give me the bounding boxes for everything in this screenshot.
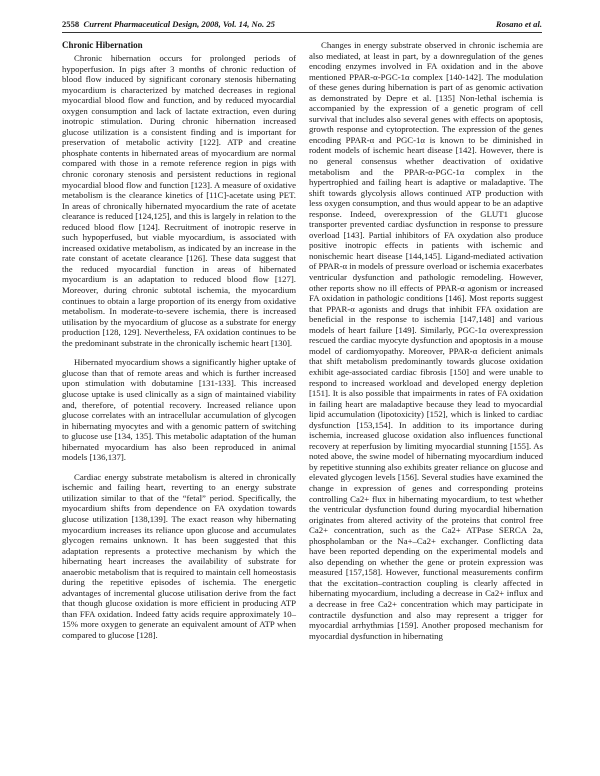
section-heading: Chronic Hibernation (62, 40, 143, 50)
journal-citation: Current Pharmaceutical Design, 2008, Vol. 14, No. 25 (83, 19, 275, 29)
paragraph: Hibernated myocardium shows a significantly higher uptake of glucose than that of remote areas and which is further increased upon stimulation with dobutamine [131-133]. This increased glucose uptake is used clinically as a sign of maintained viability and, therefore, of potential recovery. Increased reliance upon glucose correlates with an intracellular accumulation of glycogen in hibernating myocytes and with a genomic pattern of switching to glucose use [134, 135]. This metabolic adaptation of the human hibernated myocardium has also been reproduced in animal models [136,137]. (62, 357, 296, 463)
header-left (62, 17, 275, 31)
header-rule (62, 32, 542, 33)
left-column (62, 40, 296, 650)
right-column (309, 40, 543, 650)
paragraph: Cardiac energy substrate metabolism is altered in chronically ischemic and failing heart, reverting to an energy substrate utilization similar to that of the “fetal” period. Specifically, the myocardium shifts from dependence on FA oxydation towards glucose utilization [138,139]. The exact reason why hibernating myocardium increases its reliance upon glucose and accumulates glycogen remains unknown. It has been suggested that this adaptation represents a protective mechanism by which the hibernating heart increases the availability of substrate for anaerobic metabolism that is required to maintain cell homeostasis during the repetitive episodes of ischemia. The energetic advantages of incremental glucose utilisation derive from the fact that though glucose oxidation is more efficient in producing ATP than FFA oxidation. Indeed fatty acids require approximately 10–15% more oxygen to generate an equivalent amount of ATP when compared to glucose [128]. (62, 471, 296, 640)
running-header (62, 17, 542, 31)
paragraph: Changes in energy substrate observed in chronic ischemia are also mediated, at least in part, by a downregulation of the genes encoding enzymes involved in FA oxidation and in the above mentioned PPAR-α-PGC-1α complex [140-142]. The modulation of these genes during hibernation is part of as genomic activation as demonstrated by Depre et al. [135] Non-lethal ischemia is accompanied by the expression of a genetic program of cell survival that includes also several genes with effects on apoptosis, growth response and cytoprotection. The expression of the genes encoding PPAR-α and PGC-1α is known to be diminished in rodent models of ischemic heart disease [142]. However, there is no general consensus whether deactivation of oxidative metabolism and the PPAR-α-PGC-1α complex in the hypertrophied and failing heart is adaptive or maladaptive. The shift towards glycolysis allows continued ATP production with less oxygen consumption, and thus would appear to be an adaptive response. Indeed, overexpression of the GLUT1 glucose transporter prevented cardiac dysfunction in response to pressure overload [143]. Partial inhibitors of FA oxydation also produce positive inotropic effects in patients with ischemic and nonischemic heart disease [144,145]. Ligand-mediated activation of PPAR-α in models of pressure overload or ischemia exacerbates ventricular dysfunction and pathologic remodeling. However, other reports show no ill effects of PPAR-α agonism or increased FA oxidation in pathologic conditions [146]. Most reports suggest that PPAR-α agonists and drugs that inhibit FFA oxidation are beneficial in the response to ischemia [147,148] and various models of heart failure [149]. Similarly, PGC-1α overexpression rescued the cardiac myocyte dysfunction and apoptosis in a mouse model of cardiomyopathy. Moreover, PPAR-α deficient animals that shift metabolism predominantly towards glucose oxidation exhibit age-associated cardiac fibrosis [150] and were unable to respond to increased workload and developed energy depletion [151]. It is also possible that impairments in rates of FA oxidation in failing heart are maladaptive because they lead to myocardial lipid accumulation (lipotoxicity) [152], which is linked to cardiac dysfunction [153,154]. In addition to its importance during ischemia, increased glucose oxidation also influences functional recovery at reperfusion by limiting myocardial stunning [155]. As noted above, the swine model of hibernating myocardium induced by repetitive stunning also exhibits greater reliance on glucose and elevated glycogen levels [156]. Several studies have examined the change in expression of genes and corresponding proteins controlling Ca2+ flux in hibernating myocardium, to test whether the ventricular dysfunction found during myocardial hibernation originates from altered activity of the proteins that control free Ca2+ concentration, such as the Ca2+ ATPase SERCA 2a, phospholamban or the Na+–Ca2+ exchanger. Conflicting data have been reported depending on the experimental models and also depending on whether the gene or protein expression was measured [157,158]. However, functional measurements confirm that the excitation–contraction coupling is clearly affected in hibernating myocardium, including a decrease in Ca2+ influx and a decrease in free Ca2+ concentration which may participate in contractile dysfunction and also may represent a trigger for myocardial arrhythmias [159]. Another proposed mechanism for myocardial dysfunction in hibernating (309, 40, 543, 641)
paragraph: Chronic hibernation occurs for prolonged periods of hypoperfusion. In pigs after 3 months of chronic reduction of blood flow induced by significant coronary stenosis hibernating myocardium is characterized by matched decreases in regional myocardial blood flow and function, and by reduced myocardial oxygen consumption and lack of lactate extraction, even during inotropic stimulation. During chronic hibernation increased glucose utilization is a consistent finding and is important for preservation of metabolic activity [122]. ATP and creatine phosphate contents in hibernated areas of myocardium are normal compared with those in a remote reference region in pigs with chronic coronary stenosis and persistent reductions in regional myocardial blood flow and function [123]. A measure of oxidative metabolism is the clearance kinetics of [11C]-acetate using PET. In areas of chronically hibernated myocardium the rate of acetate clearance is reduced [124,125], and this is largely in relation to the reduced blood flow [124]. Recruitment of inotropic reserve in such hypoperfused, but viable myocardium, is associated with increased oxidative metabolism, as indicated by an increase in the rate constant of acetate clearance [126]. These data suggest that the reduced myocardial function in areas of hibernated myocardium is an adaptation to reduced blood flow [127]. Moreover, during chronic subtotal ischemia, the myocardium continues to obtain a large proportion of its energy from oxidative metabolism. In moderate-to-severe ischemia, there is increased utilisation by the myocardium of glucose as a substrate for energy production [128, 129]. Nevertheless, FA oxidation continues to be the predominant substrate in the chronically ischemic heart [130]. (62, 53, 296, 348)
header-authors: Rosano et al. (495, 19, 542, 29)
page-number: 2558 (62, 19, 80, 29)
